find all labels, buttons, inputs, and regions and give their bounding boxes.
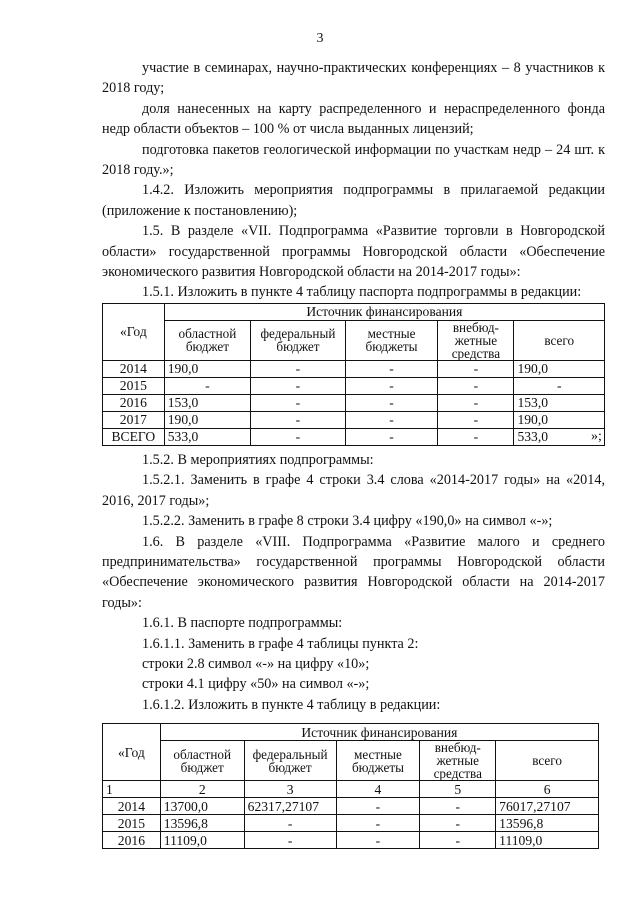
table-row (103, 832, 599, 849)
table-row (103, 360, 605, 377)
cell: - (336, 832, 420, 849)
cell: 2015 (103, 815, 161, 832)
column-header: внебюд-жетные средства (420, 741, 496, 781)
cell: - (251, 411, 346, 428)
paragraph: 1.6.1. В паспорте подпрограммы: (142, 615, 343, 632)
cell: - (420, 832, 496, 849)
cell: 13596,8 (160, 815, 244, 832)
document-body (102, 58, 605, 849)
cell: - (345, 360, 438, 377)
cell: - (164, 377, 250, 394)
cell: 190,0 (514, 360, 605, 377)
paragraph: 1.6.1.2. Изложить в пункте 4 таблицу в редакции: (142, 696, 441, 713)
cell: 6 (496, 781, 599, 798)
cell: 62317,27107 (244, 798, 336, 815)
cell: 2016 (103, 832, 161, 849)
cell: 533,0 (164, 428, 250, 445)
cell: - (244, 832, 336, 849)
paragraph: 1.5.2.1. Заменить в графе 4 строки 3.4 слова «2014-2017 годы» на «2014, 2016, 2017 годы»; (102, 472, 605, 509)
column-header: внебюд-жетные средства (438, 320, 514, 360)
paragraph: 1.5. В разделе «VII. Подпрограмма «Развитие торговли в Новгородской области» государственной программы Новгородской области «Обеспечение экономического развития Новгородской области на 2014-2017 годы»: (102, 223, 605, 281)
year-header: «Год (103, 724, 161, 781)
cell: - (345, 377, 438, 394)
cell: - (420, 815, 496, 832)
cell: 4 (336, 781, 420, 798)
cell: - (251, 377, 346, 394)
financing-table-trade (102, 303, 605, 446)
cell: 1 (103, 781, 161, 798)
cell: 11109,0 (496, 832, 599, 849)
column-number-row (103, 781, 599, 798)
cell: 153,0 (514, 394, 605, 411)
column-header: областной бюджет (164, 320, 250, 360)
cell: - (251, 394, 346, 411)
cell: - (251, 360, 346, 377)
cell: - (244, 815, 336, 832)
table-row (103, 815, 599, 832)
paragraph: 1.5.2. В мероприятиях подпрограммы: (142, 451, 374, 468)
table-row (103, 377, 605, 394)
cell: - (420, 798, 496, 815)
column-header: федеральный бюджет (251, 320, 346, 360)
cell: 13700,0 (160, 798, 244, 815)
cell: 190,0 (164, 411, 250, 428)
cell: 533,0 (514, 428, 605, 445)
cell: 2 (160, 781, 244, 798)
year-header: «Год (103, 303, 165, 360)
group-header: Источник финансирования (160, 724, 598, 741)
cell: 2014 (103, 798, 161, 815)
cell: 11109,0 (160, 832, 244, 849)
cell: - (438, 428, 514, 445)
cell: ВСЕГО (103, 428, 165, 445)
cell: 76017,27107 (496, 798, 599, 815)
cell: - (336, 798, 420, 815)
paragraph: строки 4.1 цифру «50» на символ «-»; (142, 676, 370, 693)
paragraph: участие в семинарах, научно-практических конференциях – 8 участников к 2018 году; (102, 60, 605, 97)
cell: - (336, 815, 420, 832)
paragraph: 1.6.1.1. Заменить в графе 4 таблицы пункта 2: (142, 635, 419, 652)
table-row (103, 798, 599, 815)
paragraph: 1.6. В разделе «VIII. Подпрограмма «Развитие малого и среднего предпринимательства» государственной программы Новгородской области «Обеспечение экономического развития Новгородской области на 2014-2017 годы»: (102, 533, 605, 611)
cell: 190,0 (514, 411, 605, 428)
paragraph: 1.5.2.2. Заменить в графе 8 строки 3.4 цифру «190,0» на символ «-»; (142, 513, 553, 530)
cell: - (438, 394, 514, 411)
cell: 2017 (103, 411, 165, 428)
cell: 2014 (103, 360, 165, 377)
paragraph: подготовка пакетов геологической информации по участкам недр – 24 шт. к 2018 году.»; (102, 141, 605, 179)
table-row (103, 394, 605, 411)
cell: - (345, 428, 438, 445)
cell: 5 (420, 781, 496, 798)
table-row (103, 428, 605, 445)
financing-table-small-business (102, 723, 599, 849)
group-header: Источник финансирования (164, 303, 604, 320)
table-row (103, 411, 605, 428)
column-header: всего (514, 320, 605, 360)
cell: 13596,8 (496, 815, 599, 832)
cell: 2016 (103, 394, 165, 411)
cell: - (251, 428, 346, 445)
cell: - (438, 411, 514, 428)
paragraph: доля нанесенных на карту распределенного и нераспределенного фонда недр области объектов – 100 % от числа выданных лицензий; (102, 100, 605, 138)
cell: 190,0 (164, 360, 250, 377)
cell: - (438, 377, 514, 394)
cell: 2015 (103, 377, 165, 394)
cell: 3 (244, 781, 336, 798)
column-header: федеральный бюджет (244, 741, 336, 781)
column-header: местные бюджеты (336, 741, 420, 781)
paragraph: 1.5.1. Изложить в пункте 4 таблицу паспорта подпрограммы в редакции: (142, 284, 582, 301)
column-header: областной бюджет (160, 741, 244, 781)
page-number: 3 (316, 31, 324, 46)
column-header: всего (496, 741, 599, 781)
table-closing-mark: »; (591, 429, 602, 445)
cell: - (514, 377, 605, 394)
cell: 153,0 (164, 394, 250, 411)
paragraph: строки 2.8 символ «-» на цифру «10»; (142, 655, 370, 672)
paragraph: 1.4.2. Изложить мероприятия подпрограммы в прилагаемой редакции (приложение к постановлению); (102, 182, 605, 219)
column-header: местные бюджеты (345, 320, 438, 360)
cell: - (345, 411, 438, 428)
cell: - (438, 360, 514, 377)
cell: - (345, 394, 438, 411)
